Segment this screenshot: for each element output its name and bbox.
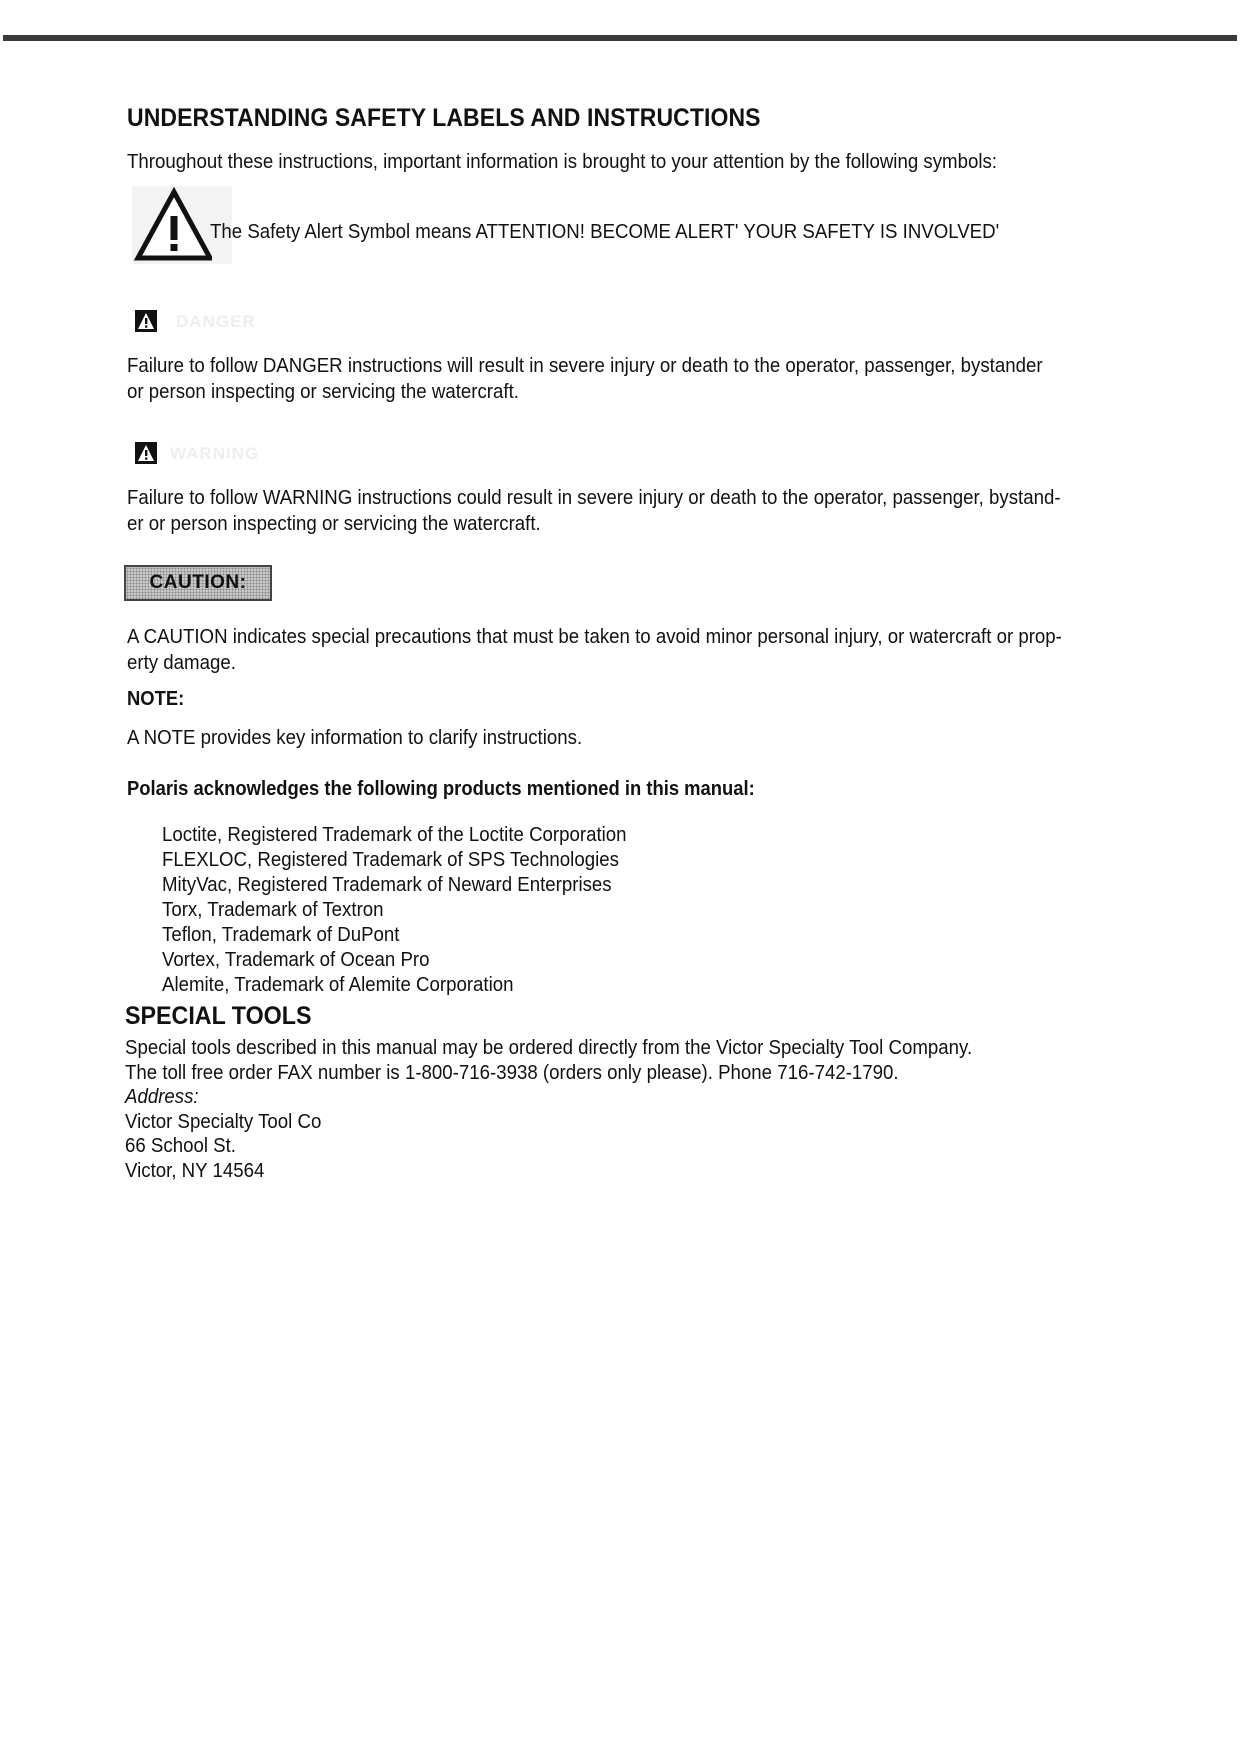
address-line: Victor Specialty Tool Co bbox=[125, 1109, 322, 1133]
special-tools-heading: SPECIAL TOOLS bbox=[125, 1002, 312, 1030]
warning-description-continued: er or person inspecting or servicing the watercraft. bbox=[127, 512, 541, 535]
address-line: 66 School St. bbox=[125, 1134, 236, 1157]
special-tools-block bbox=[125, 1036, 1056, 1183]
danger-description-continued: or person inspecting or servicing the watercraft. bbox=[127, 380, 519, 403]
warning-warning-icon bbox=[135, 442, 157, 464]
warning-triangle-icon bbox=[132, 186, 212, 264]
warning-signal-word: WARNING bbox=[170, 444, 260, 463]
caution-label-box bbox=[124, 565, 272, 601]
list-item: MityVac, Registered Trademark of Neward Enterprises bbox=[162, 873, 612, 896]
list-item: Vortex, Trademark of Ocean Pro bbox=[162, 948, 430, 971]
note-label: NOTE: bbox=[127, 688, 185, 710]
special-tools-contact: The toll free order FAX number is 1-800-716-3938 (orders only please). Phone 716-742-1790. bbox=[125, 1060, 899, 1084]
note-description: A NOTE provides key information to clarify instructions. bbox=[127, 726, 583, 749]
list-item: Alemite, Trademark of Alemite Corporation bbox=[162, 973, 514, 996]
acknowledgement-heading: Polaris acknowledges the following products mentioned in this manual: bbox=[127, 778, 755, 800]
caution-description: A CAUTION indicates special precautions that must be taken to avoid minor personal injury, or watercraft or prop- bbox=[127, 625, 1062, 648]
special-tools-text: Special tools described in this manual may be ordered directly from the Victor Specialty Tool Company. bbox=[125, 1036, 973, 1059]
list-item: Torx, Trademark of Textron bbox=[162, 898, 384, 921]
caution-description-continued: erty damage. bbox=[127, 651, 236, 674]
danger-warning-icon bbox=[135, 310, 157, 332]
caution-label: CAUTION: bbox=[149, 572, 247, 593]
intro-text: Throughout these instructions, important information is brought to your attention by the following symbols: bbox=[127, 150, 998, 173]
address-label: Address: bbox=[125, 1085, 199, 1108]
danger-signal-word: DANGER bbox=[176, 312, 256, 331]
top-rule bbox=[3, 35, 1237, 41]
trademark-list bbox=[162, 822, 673, 997]
warning-description: Failure to follow WARNING instructions could result in severe injury or death to the operator, passenger, bystand- bbox=[127, 486, 1061, 509]
page-title: UNDERSTANDING SAFETY LABELS AND INSTRUCTIONS bbox=[127, 104, 761, 132]
list-item: Teflon, Trademark of DuPont bbox=[162, 923, 400, 946]
safety-alert-text: The Safety Alert Symbol means ATTENTION! BECOME ALERT' YOUR SAFETY IS INVOLVED' bbox=[210, 220, 1000, 243]
danger-description: Failure to follow DANGER instructions will result in severe injury or death to the operator, passenger, bystander bbox=[127, 354, 1043, 377]
address-line: Victor, NY 14564 bbox=[125, 1158, 265, 1182]
list-item: FLEXLOC, Registered Trademark of SPS Technologies bbox=[162, 848, 619, 871]
list-item: Loctite, Registered Trademark of the Loctite Corporation bbox=[162, 823, 627, 846]
